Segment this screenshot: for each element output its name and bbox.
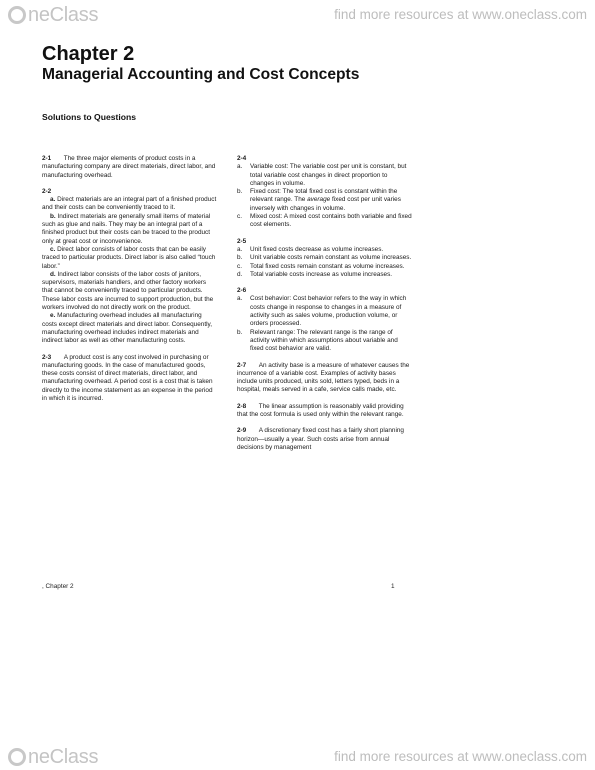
right-column [237,155,412,452]
item-text: Direct materials are an integral part of a finished product and their costs can be conveniently traced to it. [42,196,217,212]
question-2-7 [237,362,412,395]
item-2-5d [237,271,412,279]
item-letter: b. [237,188,243,196]
item-text: Unit fixed costs decrease as volume increases. [250,245,384,253]
answer-text: A product cost is any cost involved in purchasing or manufacturing goods. In the case of manufactured goods, these costs consist of direct materials, direct labor, and manufacturing overhead. A period cost is a cost that is taken directly to the income statement as an expense in the period in which it is incurred. [42,353,213,403]
logo-text: neClass [28,3,99,26]
item-2-2e [42,312,217,345]
item-text: Mixed cost: A mixed cost contains both variable and fixed cost elements. [250,213,412,229]
answer-text: An activity base is a measure of whatever causes the incurrence of a variable cost. Examples of activity bases include units produced, units sold, letters typed, beds in a hospital, meals served in a cafe, service calls made, etc. [237,361,410,394]
item-text: Variable cost: The variable cost per unit is constant, but total variable cost changes in direct proportion to changes in volume. [250,163,407,187]
item-2-5c [237,263,412,271]
page-number: 1 [391,583,395,590]
item-text: Indirect materials are generally small items of material such as glue and nails. They may be an integral part of a finished product but their costs can be traced to the product only at great cost or inconvenience. [42,212,211,245]
item-letter: a. [237,245,243,253]
item-2-2d [42,271,217,312]
answer-text: A discretionary fixed cost has a fairly short planning horizon—usually a year. Such costs arise from annual decisions by management [237,427,404,451]
item-letter: a. [50,196,56,204]
item-letter: c. [237,213,242,221]
item-text-emphasis: average [307,196,331,204]
item-text: Unit variable costs remain constant as volume increases. [250,254,412,262]
answer-text: The linear assumption is reasonably valid providing that the cost formula is used only within the relevant range. [237,402,404,419]
item-letter: d. [50,270,56,278]
item-2-2c [42,246,217,271]
left-column [42,155,217,403]
question-number: 2-7 [237,361,247,369]
question-number: 2-1 [42,155,52,162]
oneclass-logo [8,746,98,768]
item-text-part: fixed cost per unit varies inversely with changes in volume. [250,196,401,212]
item-2-2a [42,196,217,213]
item-2-5b [237,254,412,262]
item-letter: d. [237,270,243,278]
item-letter: c. [50,245,56,253]
item-text: Manufacturing overhead includes all manufacturing costs except direct materials and direct labor. Consequently, manufacturing overhead includes indirect materials and indirect labor as well as other manufacturing costs. [42,312,213,345]
question-2-9 [237,427,412,452]
question-number: 2-4 [237,155,247,162]
item-2-4b [237,188,412,213]
question-number: 2-9 [237,427,247,435]
item-text: Indirect labor consists of the labor costs of janitors, supervisors, materials handlers, and other factory workers that cannot be conveniently traced to particular products. These labor costs are incurred to support production, but the workers involved do not directly work on the product. [42,270,214,312]
item-2-5a [237,246,412,254]
question-number: 2-3 [42,353,52,361]
watermark-link[interactable]: find more resources at www.oneclass.com [334,749,587,764]
footer-chapter: , Chapter 2 [42,583,74,590]
chapter-title: Chapter 2 [42,43,135,65]
question-2-3 [42,354,217,404]
item-letter: b. [237,254,243,262]
item-letter: e. [50,312,56,320]
item-text: Total variable costs increase as volume increases. [250,270,393,278]
logo-ring-icon [8,748,26,766]
item-text: Total fixed costs remain constant as volume increases. [250,262,405,270]
answer-text: The three major elements of product costs in a manufacturing company are direct materials, direct labor, and manufacturing overhead. [42,155,216,179]
item-2-6a [237,295,412,328]
item-2-4c [237,213,412,230]
item-2-2b [42,213,217,246]
section-heading: Solutions to Questions [42,112,137,122]
item-text-part: Fixed cost: The total fixed cost is constant within the relevant range. The [250,188,398,204]
item-letter: a. [237,295,243,303]
item-letter: c. [237,262,242,270]
question-2-8 [237,403,412,420]
watermark-link[interactable]: find more resources at www.oneclass.com [334,7,587,22]
item-text: Relevant range: The relevant range is the range of activity within which assumptions about variable and fixed cost behavior are valid. [250,328,398,353]
question-number: 2-5 [237,237,247,245]
question-number: 2-2 [42,187,52,195]
item-text: Direct labor consists of labor costs that can be easily traced to particular products. Direct labor is also called “touch labor.” [42,245,216,270]
item-text [250,188,412,213]
item-2-4a [237,163,412,188]
question-number: 2-8 [237,402,247,410]
item-2-6b [237,329,412,354]
item-letter: b. [237,328,243,336]
watermark-footer [0,742,595,770]
item-letter: b. [50,212,56,220]
logo-text: neClass [28,745,99,768]
item-text: Cost behavior: Cost behavior refers to the way in which costs change in response to changes in a measure of activity such as sales volume, production volume, or orders processed. [250,295,407,328]
item-letter: a. [237,163,243,171]
question-2-1 [42,155,217,180]
chapter-subtitle: Managerial Accounting and Cost Concepts [42,66,360,83]
question-number: 2-6 [237,287,247,295]
